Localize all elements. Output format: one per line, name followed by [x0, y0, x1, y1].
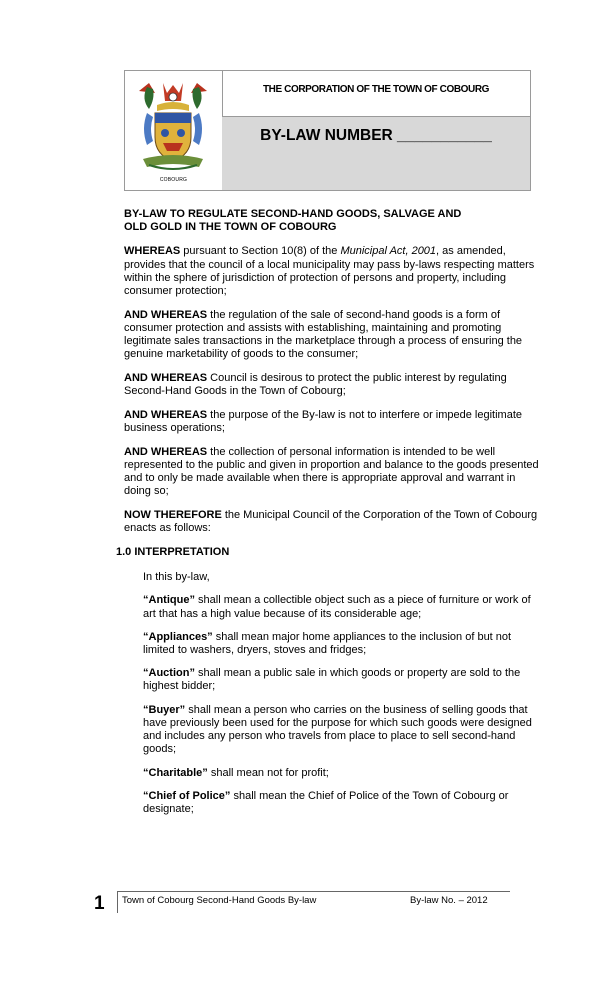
bylaw-number-row	[222, 117, 530, 190]
recital-lead: WHEREAS	[124, 245, 181, 258]
town-crest-icon	[133, 79, 213, 177]
document-body	[116, 208, 544, 826]
recital-italic: Municipal Act, 2001	[340, 245, 437, 258]
definitions-list	[124, 571, 544, 816]
recital-paragraph	[124, 372, 544, 398]
definition-item	[143, 631, 544, 657]
definition-item	[143, 704, 544, 757]
recital-lead: AND WHEREAS	[124, 308, 208, 321]
recital-paragraph	[124, 509, 544, 535]
definition-term: “Antique”	[143, 594, 195, 607]
header-table	[124, 70, 531, 191]
recital-paragraph	[124, 409, 544, 435]
definition-text: shall mean major home appliances to the inclusion of but not limited to washers, dryers, stoves and fridges;	[143, 630, 512, 657]
footer-bylaw-number: By-law No. – 2012	[410, 895, 488, 906]
recital-paragraph	[124, 245, 544, 298]
recital-lead: NOW THEREFORE	[124, 509, 222, 522]
section-intro: In this by-law,	[143, 571, 210, 584]
crest-caption: COBOURG	[159, 177, 188, 183]
definition-text: shall mean a collectible object such as a piece of furniture or work of art that has a high value because of its considerable age;	[143, 594, 531, 620]
document-title-line-2: OLD GOLD IN THE TOWN OF COBOURG	[124, 221, 337, 234]
definition-term: “Buyer”	[143, 703, 186, 716]
footer-divider	[117, 891, 510, 892]
crest-cell	[125, 71, 223, 190]
corporation-title: THE CORPORATION OF THE TOWN OF COBOURG	[262, 84, 490, 95]
recital-text: the purpose of the By-law is not to interfere or impede legitimate business operations;	[124, 408, 523, 435]
definition-item	[143, 667, 544, 693]
recital-text: , as amended, provides that the council of a local municipality may pass by-laws respecting matters within the sphere of jurisdiction of protection of persons and property, including consumer protection;	[124, 245, 535, 298]
recital-text: pursuant to Section 10(8) of the	[180, 245, 341, 258]
definition-text: shall mean not for profit;	[207, 766, 329, 779]
definition-term: “Appliances”	[143, 630, 213, 643]
document-title	[124, 208, 544, 234]
footer-document-name: Town of Cobourg Second-Hand Goods By-law	[122, 895, 317, 906]
recital-lead: AND WHEREAS	[124, 445, 208, 458]
definition-text: shall mean the Chief of Police of the Town of Cobourg or designate;	[143, 789, 509, 815]
definition-term: “Charitable”	[143, 766, 208, 779]
definition-text: shall mean a public sale in which goods or property are sold to the highest bidder;	[143, 667, 521, 693]
section-heading: 1.0 INTERPRETATION	[116, 546, 230, 559]
recital-text: the collection of personal information is intended to be well represented to the public and given in proportion and balance to the goods presented and to only be made available when there is appropriate approval and warrant in doing so;	[124, 445, 539, 498]
definition-term: “Auction”	[143, 667, 195, 680]
recital-lead: AND WHEREAS	[124, 372, 208, 385]
bylaw-number-title: BY-LAW NUMBER ___________	[260, 127, 492, 144]
definition-item	[143, 790, 544, 816]
footer-vertical-divider	[117, 891, 118, 913]
recital-lead: AND WHEREAS	[124, 408, 208, 421]
page-number: 1	[94, 893, 105, 914]
definition-term: “Chief of Police”	[143, 789, 231, 802]
recital-paragraph	[124, 309, 544, 362]
definition-item	[143, 767, 544, 780]
recital-text: Council is desirous to protect the public interest by regulating Second-Hand Goods in the Town of Cobourg;	[124, 372, 507, 398]
recital-text: the Municipal Council of the Corporation of the Town of Cobourg enacts as follows:	[124, 509, 538, 535]
corporation-row	[222, 71, 530, 117]
document-title-line-1: BY-LAW TO REGULATE SECOND-HAND GOODS, SALVAGE AND	[124, 208, 462, 220]
recital-paragraph	[124, 446, 544, 499]
definition-text: shall mean a person who carries on the business of selling goods that have previously been used for the purpose for which such goods were designed and includes any person who travels from place to place to sell second-hand goods;	[143, 703, 532, 756]
recital-text: the regulation of the sale of second-hand goods is a form of consumer protection and assists with establishing, maintaining and promoting legitimate sales transactions in the marketplace through a process of ensuring the genuine marketability of goods to the consumer;	[124, 308, 523, 361]
definition-item	[143, 594, 544, 620]
